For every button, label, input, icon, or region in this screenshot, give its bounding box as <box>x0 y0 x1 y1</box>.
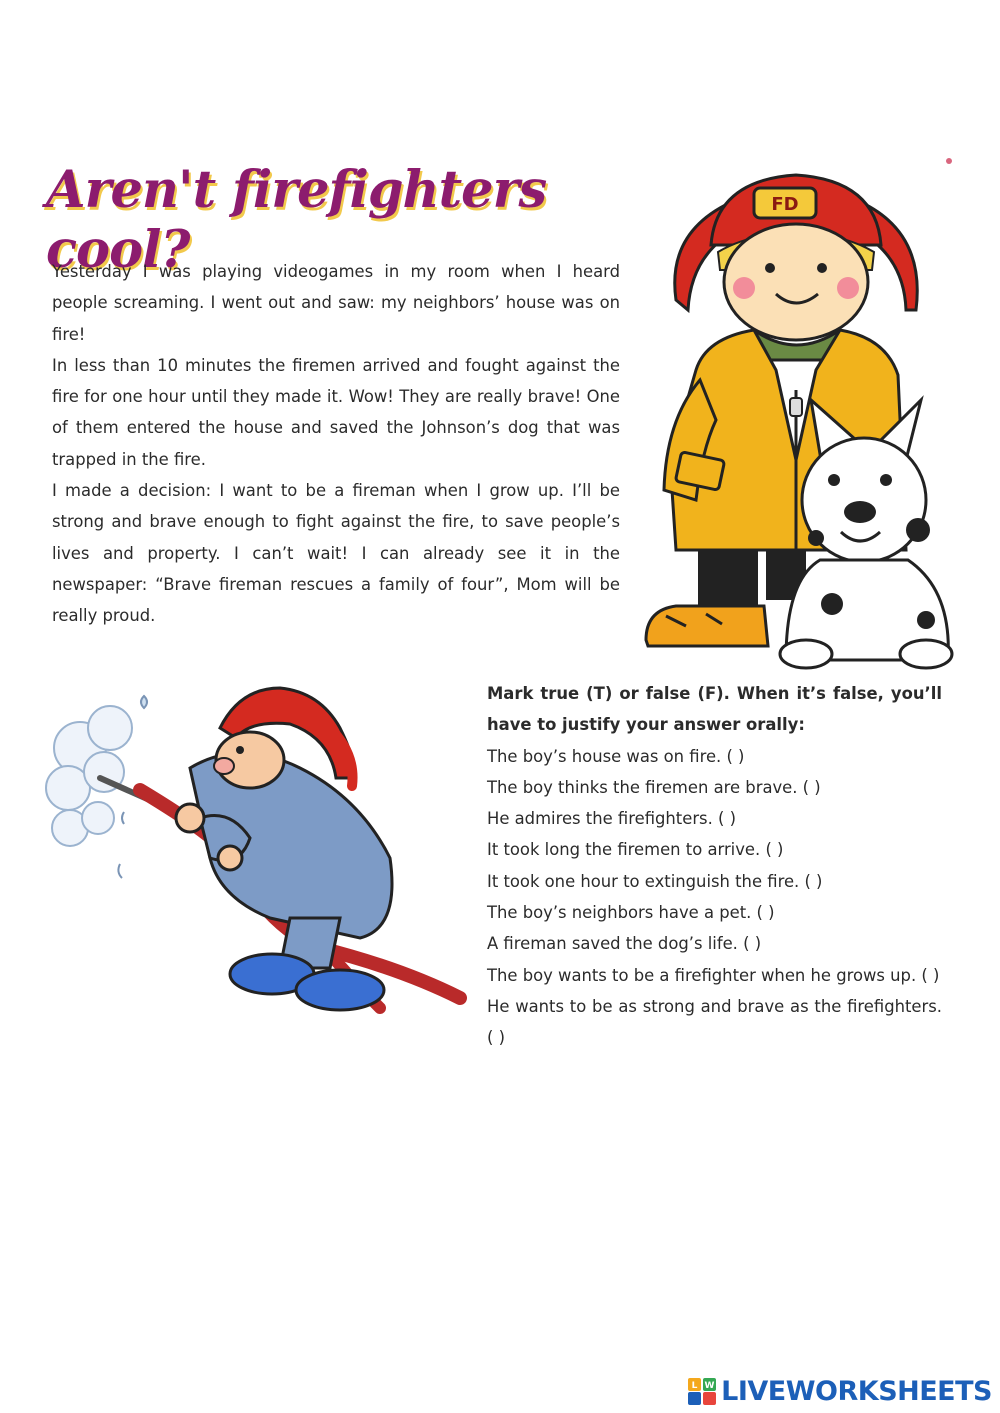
boy-firefighter-illustration <box>636 160 956 672</box>
brand-name: LIVEWORKSHEETS <box>721 1375 992 1407</box>
statement-item[interactable]: The boy’s neighbors have a pet. ( ) <box>487 903 775 923</box>
statement-item[interactable]: A fireman saved the dog’s life. ( ) <box>487 934 762 954</box>
statement-item[interactable]: The boy wants to be a firefighter when he grows up. ( ) <box>487 965 940 985</box>
helmet-badge-text: FD <box>771 194 799 215</box>
exercise-instructions: Mark true (T) or false (F). When it’s false, you’ll have to justify your answer orally: <box>487 684 942 735</box>
story-paragraph: In less than 10 minutes the firemen arrived and fought against the fire for one hour until they made it. Wow! They are really brave! One of them entered the house and saved the Johnson’s dog that was trapped in the fire. <box>52 355 620 469</box>
liveworksheets-logo-icon <box>687 1376 717 1406</box>
statement-item[interactable]: He admires the firefighters. ( ) <box>487 809 737 829</box>
logo-letter: L <box>691 1381 698 1391</box>
story-paragraph: I made a decision: I want to be a fireman when I grow up. I’ll be strong and brave enough to fight against the fire, to save people’s lives and property. I can’t wait! I can already see it in the newspaper: “Brave fireman rescues a family of four”, Mom will be really proud. <box>52 481 620 626</box>
logo-letter: W <box>704 1381 715 1391</box>
statement-item[interactable]: It took one hour to extinguish the fire. ( ) <box>487 871 823 891</box>
statement-item[interactable]: The boy thinks the firemen are brave. ( ) <box>487 777 821 797</box>
statement-list <box>487 741 942 1054</box>
liveworksheets-brand[interactable] <box>687 1374 992 1408</box>
statement-item[interactable]: It took long the firemen to arrive. ( ) <box>487 840 784 860</box>
true-false-exercise <box>487 678 942 1054</box>
story-text <box>52 256 620 632</box>
statement-item[interactable]: He wants to be as strong and brave as the firefighters. ( ) <box>487 996 942 1048</box>
fireman-hose-illustration <box>40 668 480 1020</box>
statement-item[interactable]: The boy’s house was on fire. ( ) <box>487 746 745 766</box>
page-title: Aren't firefighters cool? <box>46 160 547 280</box>
story-paragraph: Yesterday I was playing videogames in my room when I heard people screaming. I went out and saw: my neighbors’ house was on fire! <box>52 262 620 344</box>
